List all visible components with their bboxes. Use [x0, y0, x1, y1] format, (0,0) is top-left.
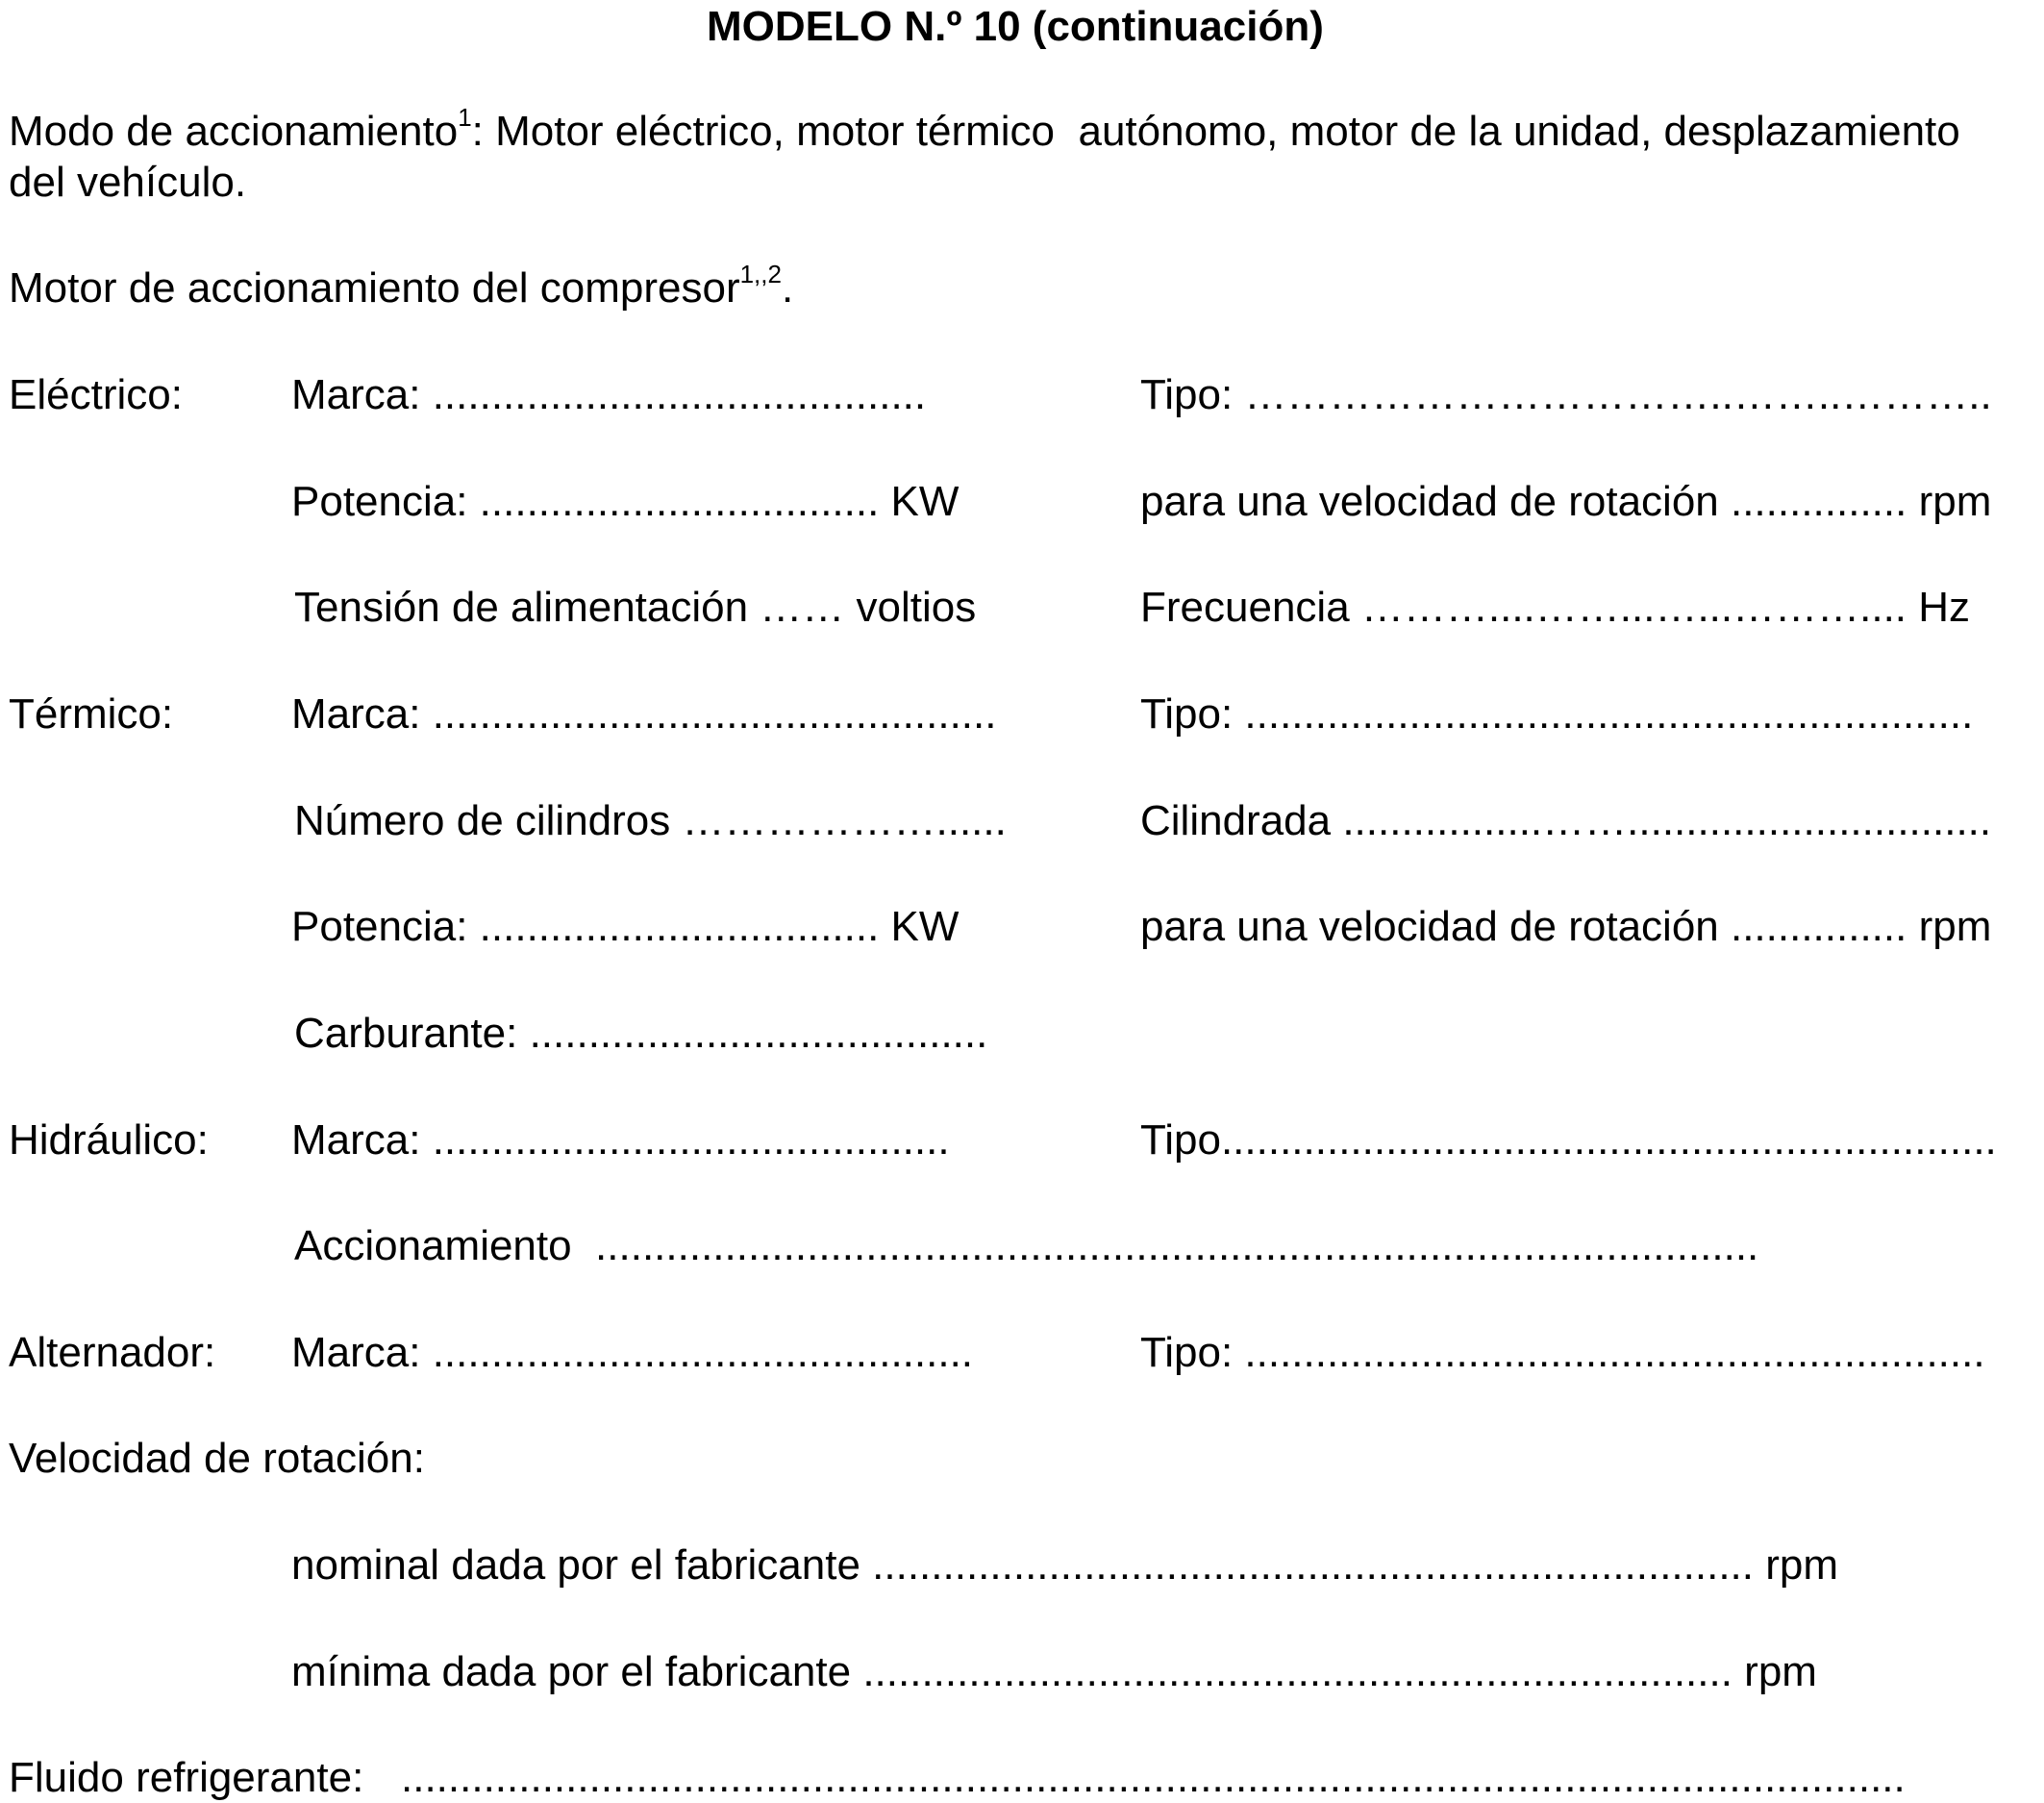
electrico-tension-field[interactable]: Tensión de alimentación …… voltios — [294, 584, 977, 631]
termico-marca-field[interactable]: Marca: ................................................ — [291, 690, 997, 738]
fluido-refrigerante-label: Fluido refrigerante: — [9, 1754, 364, 1801]
termico-label: Térmico: — [9, 690, 174, 738]
motor-period: . — [781, 264, 794, 312]
velocidad-minima-field[interactable]: mínima dada por el fabricante .......................................................................... rpm — [291, 1648, 1817, 1695]
fluido-refrigerante-field[interactable]: ................................................................................................................................ — [401, 1754, 1906, 1801]
page-title: MODELO N.º 10 (continuación) — [707, 3, 1324, 50]
modo-options: : Motor eléctrico, motor térmico autónomo, motor de la unidad, desplazamiento — [471, 108, 1960, 155]
electrico-velocidad-field[interactable]: para una velocidad de rotación ............... rpm — [1140, 478, 1992, 525]
electrico-potencia-field[interactable]: Potencia: .................................. KW — [291, 478, 960, 525]
modo-accionamiento-line2: del vehículo. — [9, 159, 247, 206]
alternador-tipo-field[interactable]: Tipo: ............................................................... — [1140, 1329, 1985, 1376]
hidraulico-label: Hidráulico: — [9, 1116, 209, 1164]
modo-accionamiento-line1 — [9, 103, 1960, 155]
termico-tipo-field[interactable]: Tipo: .............................................................. — [1140, 690, 1974, 738]
electrico-tipo-field[interactable]: Tipo: ……………………………..……..……….. — [1140, 371, 1992, 418]
footnote-ref-1-2: 1,,2 — [739, 260, 782, 288]
electrico-marca-field[interactable]: Marca: .......................................... — [291, 371, 927, 418]
termico-velocidad-field[interactable]: para una velocidad de rotación ............... rpm — [1140, 903, 1992, 950]
electrico-frecuencia-field[interactable]: Frecuencia ………....……...…...……….... Hz — [1140, 584, 1971, 631]
motor-accionamiento-heading — [9, 260, 794, 312]
electrico-label: Eléctrico: — [9, 371, 183, 418]
velocidad-nominal-field[interactable]: nominal dada por el fabricante ........................................................................... rpm — [291, 1541, 1839, 1589]
alternador-label: Alternador: — [9, 1329, 216, 1376]
termico-cilindros-field[interactable]: Número de cilindros ………………...... — [294, 797, 1007, 844]
velocidad-rotacion-label: Velocidad de rotación: — [9, 1435, 425, 1482]
modo-label: Modo de accionamiento — [9, 108, 459, 155]
hidraulico-tipo-field[interactable]: Tipo.................................................................. — [1140, 1116, 1997, 1164]
hidraulico-marca-field[interactable]: Marca: ............................................ — [291, 1116, 950, 1164]
alternador-marca-field[interactable]: Marca: .............................................. — [291, 1329, 974, 1376]
termico-carburante-field[interactable]: Carburante: ....................................... — [294, 1010, 988, 1057]
footnote-ref-1: 1 — [458, 103, 472, 132]
hidraulico-accionamiento-field[interactable]: Accionamiento ................................................................................................... — [294, 1222, 1759, 1269]
motor-label: Motor de accionamiento del compresor — [9, 264, 740, 312]
termico-potencia-field[interactable]: Potencia: .................................. KW — [291, 903, 960, 950]
termico-cilindrada-field[interactable]: Cilindrada .................……............................... — [1140, 797, 1992, 844]
